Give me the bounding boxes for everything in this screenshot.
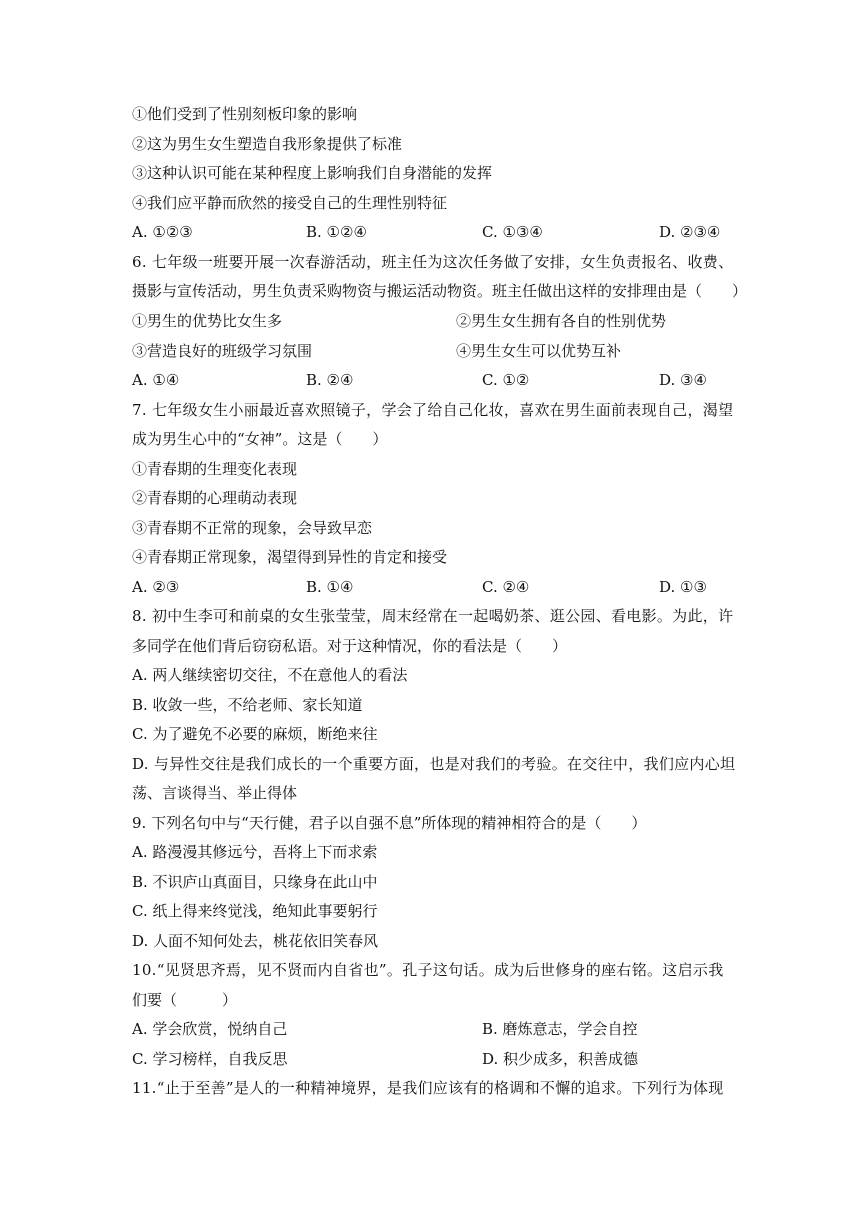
- q9-option-a: A. 路漫漫其修远兮，吾将上下而求索: [132, 843, 378, 861]
- q6-item-4: ④男生女生可以优势互补: [456, 342, 622, 360]
- q6-option-c: C. ①②: [482, 371, 530, 389]
- q10-options-row-1: [132, 1014, 732, 1044]
- q8-stem-line-1: 8. 初中生李可和前桌的女生张莹莹，周末经常在一起喝奶茶、逛公园、看电影。为此，许: [132, 607, 734, 625]
- q6-option-a: A. ①④: [132, 371, 180, 389]
- q7-options: [132, 572, 732, 602]
- q10-option-b: B. 磨炼意志，学会自控: [482, 1020, 638, 1038]
- q5-options: [132, 217, 732, 247]
- q6-items-row-1: [132, 306, 732, 336]
- q6-items-row-2: [132, 336, 732, 366]
- q10-options-row-2: [132, 1044, 732, 1074]
- q6-stem-line-1: 6. 七年级一班要开展一次春游活动，班主任为这次任务做了安排，女生负责报名、收费、: [132, 253, 734, 271]
- q10-option-d: D. 积少成多，积善成德: [482, 1050, 639, 1068]
- q7-item-3: ③青春期不正常的现象，会导致早恋: [132, 519, 373, 537]
- q10-stem-line-1: 10.“见贤思齐焉，见不贤而内自省也”。孔子这句话。成为后世修身的座右铭。这启示我: [132, 961, 724, 979]
- q6-item-1: ①男生的优势比女生多: [132, 312, 283, 330]
- q8-option-c: C. 为了避免不必要的麻烦，断绝来往: [132, 725, 378, 743]
- q9-option-b: B. 不识庐山真面目，只缘身在此山中: [132, 873, 378, 891]
- q9-option-c: C. 纸上得来终觉浅，绝知此事要躬行: [132, 902, 378, 920]
- q6-item-3: ③营造良好的班级学习氛围: [132, 342, 313, 360]
- q7-option-d: D. ①③: [659, 578, 707, 596]
- q8-option-a: A. 两人继续密切交往，不在意他人的看法: [132, 666, 408, 684]
- q7-item-1: ①青春期的生理变化表现: [132, 460, 298, 478]
- q8-option-d-line-1: D. 与异性交往是我们成长的一个重要方面，也是对我们的考验。在交往中，我们应内心坦: [132, 755, 736, 773]
- q6-option-d: D. ③④: [659, 371, 707, 389]
- q5-option-b: B. ①②④: [306, 223, 367, 241]
- q6-item-2: ②男生女生拥有各自的性别优势: [456, 312, 667, 330]
- q7-stem-line-1: 7. 七年级女生小丽最近喜欢照镜子，学会了给自己化妆，喜欢在男生面前表现自己，渴望: [132, 401, 734, 419]
- q9-stem: 9. 下列名句中与“天行健，君子以自强不息”所体现的精神相符合的是（ ）: [132, 814, 647, 832]
- q8-option-d-line-2: 荡、言谈得当、举止得体: [132, 784, 298, 802]
- q11-stem-line-1: 11.“止于至善”是人的一种精神境界，是我们应该有的格调和不懈的追求。下列行为体现: [132, 1079, 724, 1097]
- q6-options: [132, 365, 732, 395]
- q5-option-d: D. ②③④: [659, 223, 721, 241]
- q10-stem-line-2: 们要（ ）: [132, 991, 238, 1009]
- q7-item-2: ②青春期的心理萌动表现: [132, 489, 298, 507]
- q7-option-a: A. ②③: [132, 578, 180, 596]
- q5-item-1: ①他们受到了性别刻板印象的影响: [132, 105, 358, 123]
- q5-item-2: ②这为男生女生塑造自我形象提供了标准: [132, 135, 403, 153]
- q7-option-b: B. ①④: [306, 578, 354, 596]
- q9-option-d: D. 人面不知何处去，桃花依旧笑春风: [132, 932, 379, 950]
- q5-option-c: C. ①③④: [482, 223, 543, 241]
- q5-item-4: ④我们应平静而欣然的接受自己的生理性别特征: [132, 194, 448, 212]
- q10-option-c: C. 学习榜样，自我反思: [132, 1050, 288, 1068]
- q5-option-a: A. ①②③: [132, 223, 193, 241]
- q10-option-a: A. 学会欣赏，悦纳自己: [132, 1020, 288, 1038]
- q8-stem-line-2: 多同学在他们背后窃窃私语。对于这种情况，你的看法是（ ）: [132, 637, 568, 655]
- q7-stem-line-2: 成为男生心中的“女神”。这是（ ）: [132, 430, 388, 448]
- q6-stem-line-2: 摄影与宣传活动，男生负责采购物资与搬运活动物资。班主任做出这样的安排理由是（ ）: [132, 282, 748, 300]
- q8-option-b: B. 收敛一些，不给老师、家长知道: [132, 696, 363, 714]
- q6-option-b: B. ②④: [306, 371, 354, 389]
- q7-option-c: C. ②④: [482, 578, 530, 596]
- q7-item-4: ④青春期正常现象，渴望得到异性的肯定和接受: [132, 548, 448, 566]
- q5-item-3: ③这种认识可能在某种程度上影响我们自身潜能的发挥: [132, 164, 493, 182]
